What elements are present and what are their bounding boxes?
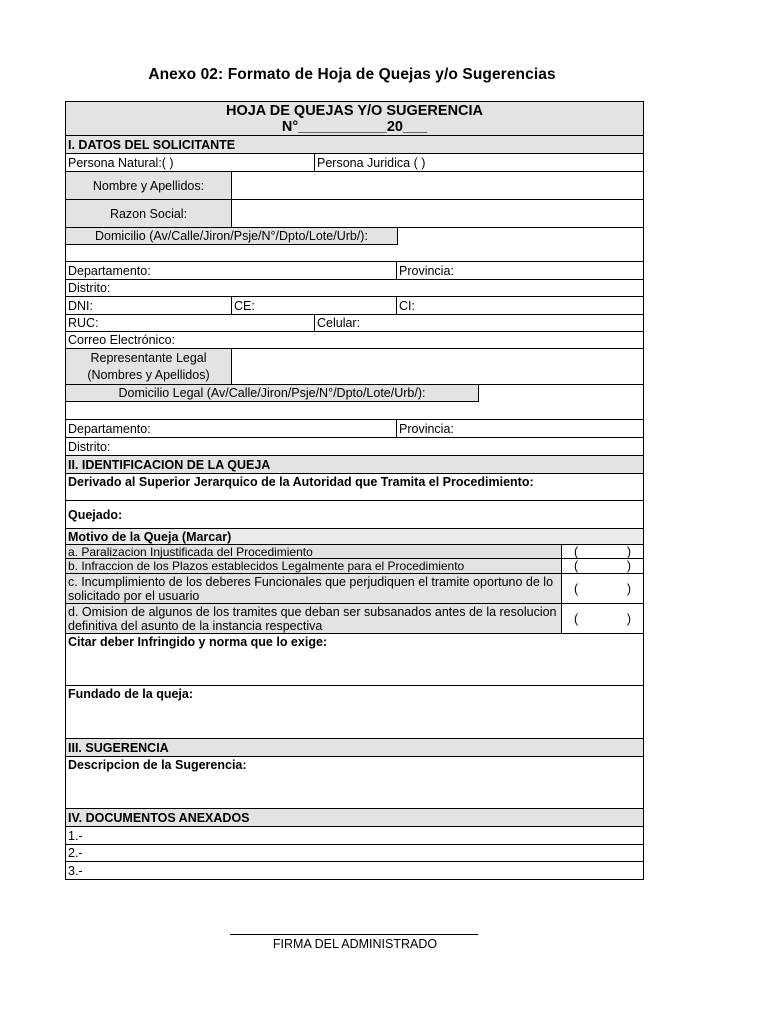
derivado-row[interactable] (66, 474, 643, 501)
departamento-legal-row (66, 420, 643, 438)
celular-field[interactable]: Celular: (314, 315, 643, 331)
domicilio-legal-row[interactable] (66, 385, 643, 420)
correo-field[interactable]: Correo Electrónico: (68, 333, 175, 347)
form-header (66, 102, 643, 136)
list-item[interactable] (66, 845, 643, 862)
section-2-title: II. IDENTIFICACION DE LA QUEJA (68, 457, 271, 472)
motivo-item (66, 545, 643, 559)
motivo-item (66, 604, 643, 634)
motivo-c-text: c. Incumplimiento de los deberes Funcionales que perjudiquen el tramite oportuno de lo solicitado por el usuario (68, 574, 554, 603)
domicilio-legal-label: Domicilio Legal (Av/Calle/Jiron/Psje/N°/Dpto/Lote/Urb/): (66, 385, 479, 402)
persona-type-row (66, 154, 643, 172)
departamento-field[interactable]: Departamento: (68, 263, 151, 278)
motivo-c-checkbox[interactable] (561, 574, 643, 603)
domicilio-row[interactable] (66, 228, 643, 262)
descripcion-row[interactable] (66, 757, 643, 809)
list-item[interactable] (66, 862, 643, 879)
distrito-legal-field[interactable]: Distrito: (68, 439, 111, 454)
correo-row (66, 332, 643, 349)
departamento-row (66, 262, 643, 280)
quejado-label: Quejado: (68, 507, 123, 522)
signature-line (230, 934, 478, 935)
ruc-field[interactable]: RUC: (68, 316, 99, 330)
signature-label: FIRMA DEL ADMINISTRADO (272, 937, 438, 951)
list-item[interactable] (66, 827, 643, 845)
departamento-legal-field[interactable]: Departamento: (68, 421, 151, 436)
representante-label-line-1: Representante Legal (90, 350, 207, 365)
motivo-a-open: ( (574, 544, 579, 559)
derivado-label: Derivado al Superior Jerarquico de la Autoridad que Tramita el Procedimiento: (68, 475, 534, 489)
annex-item-2: 2.- (68, 846, 83, 860)
fundado-row[interactable] (66, 686, 643, 739)
section-1-title: I. DATOS DEL SOLICITANTE (68, 137, 236, 152)
representante-input[interactable] (231, 349, 643, 384)
form-title: HOJA DE QUEJAS Y/O SUGERENCIA (225, 103, 484, 119)
section-3-title: III. SUGERENCIA (68, 740, 169, 755)
section-3-header (66, 739, 643, 757)
motivo-c-close: ) (626, 581, 631, 596)
motivo-a-text: a. Paralizacion Injustificada del Procedimiento (68, 544, 313, 559)
annex-item-3: 3.- (68, 863, 83, 878)
citar-label: Citar deber Infringido y norma que lo exige: (68, 635, 328, 649)
motivo-d-close: ) (626, 611, 631, 626)
ce-field[interactable]: CE: (231, 297, 396, 314)
fundado-label: Fundado de la queja: (68, 687, 194, 701)
motivo-c-open: ( (574, 581, 579, 596)
provincia-field[interactable]: Provincia: (396, 262, 643, 279)
motivo-b-text: b. Infraccion de los Plazos establecidos Legalmente para el Procedimiento (68, 559, 465, 573)
motivo-a-close: ) (626, 544, 631, 559)
ruc-row (66, 315, 643, 332)
provincia-legal-field[interactable]: Provincia: (396, 420, 643, 437)
dni-field[interactable]: DNI: (68, 298, 93, 313)
representante-label (66, 349, 231, 384)
motivo-item (66, 574, 643, 604)
razon-social-row (66, 200, 643, 228)
form-number: N°___________20___ (281, 119, 428, 135)
annex-item-1: 1.- (68, 828, 83, 843)
motivo-header-row (66, 529, 643, 545)
motivo-b-open: ( (574, 559, 579, 573)
section-2-header (66, 456, 643, 474)
quejado-row[interactable] (66, 501, 643, 529)
document-title: Anexo 02: Formato de Hoja de Quejas y/o Sugerencias (148, 66, 556, 83)
domicilio-label: Domicilio (Av/Calle/Jiron/Psje/N°/Dpto/Lote/Urb/): (66, 228, 398, 245)
complaint-form (65, 101, 644, 880)
motivo-label: Motivo de la Queja (Marcar) (66, 529, 643, 544)
section-4-header (66, 809, 643, 827)
nombre-row (66, 172, 643, 200)
persona-juridica-field[interactable]: Persona Juridica ( ) (314, 154, 643, 171)
descripcion-label: Descripcion de la Sugerencia: (68, 758, 247, 772)
representante-row (66, 349, 643, 385)
distrito-field[interactable]: Distrito: (68, 281, 111, 295)
motivo-d-open: ( (574, 611, 579, 626)
document-id-row (66, 297, 643, 315)
citar-row[interactable] (66, 634, 643, 686)
motivo-d-text: d. Omision de algunos de los tramites que deban ser subsanados antes de la resolucion definitiva del asunto de la instancia respectiva (68, 604, 557, 633)
distrito-legal-row (66, 438, 643, 456)
motivo-d-checkbox[interactable] (561, 604, 643, 633)
nombre-label: Nombre y Apellidos: (66, 172, 231, 199)
nombre-input[interactable] (231, 172, 643, 199)
razon-social-label: Razon Social: (66, 200, 231, 227)
distrito-row (66, 280, 643, 297)
representante-label-line-2: (Nombres y Apellidos) (87, 367, 210, 382)
section-1-header (66, 136, 643, 154)
motivo-item (66, 559, 643, 574)
persona-natural-field[interactable]: Persona Natural:( ) (68, 155, 174, 170)
section-4-title: IV. DOCUMENTOS ANEXADOS (68, 810, 250, 825)
razon-social-input[interactable] (231, 200, 643, 227)
motivo-b-checkbox[interactable] (561, 559, 643, 573)
motivo-a-checkbox[interactable] (561, 545, 643, 558)
motivo-b-close: ) (626, 559, 631, 573)
ci-field[interactable]: CI: (396, 297, 643, 314)
